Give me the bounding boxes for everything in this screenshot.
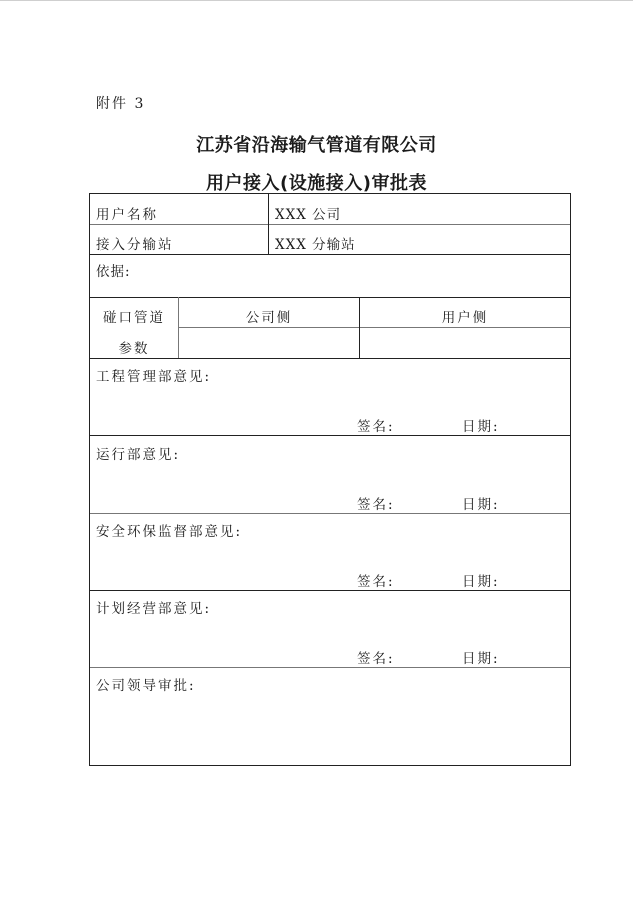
engineering-dept-sign-label: 签名: xyxy=(357,419,395,435)
company-side-value[interactable] xyxy=(179,328,359,358)
user-side-value[interactable] xyxy=(360,328,570,358)
company-title: 江苏省沿海输气管道有限公司 xyxy=(196,135,437,156)
attachment-label: 附件 3 xyxy=(96,96,146,112)
safety-env-dept-sign-label: 签名: xyxy=(357,574,395,590)
row-divider xyxy=(90,667,570,668)
pipe-params-label-line2: 参数 xyxy=(118,341,150,357)
engineering-dept-date-label: 日期: xyxy=(462,419,500,435)
row-divider xyxy=(90,590,570,591)
planning-dept-sign-label: 签名: xyxy=(357,651,395,667)
planning-dept-date-label: 日期: xyxy=(462,651,500,667)
row-divider xyxy=(90,513,570,514)
row-divider xyxy=(90,435,570,436)
safety-env-dept-opinion-label: 安全环保监督部意见: xyxy=(96,524,243,540)
row-divider xyxy=(90,358,570,359)
leader-approval-label: 公司领导审批: xyxy=(96,678,196,694)
column-divider xyxy=(268,194,269,254)
company-side-header: 公司侧 xyxy=(245,310,293,326)
safety-env-dept-date-label: 日期: xyxy=(462,574,500,590)
row-divider xyxy=(90,254,570,255)
approval-form-table xyxy=(89,193,571,766)
row-divider xyxy=(90,297,570,298)
form-title: 用户接入(设施接入)审批表 xyxy=(206,173,427,194)
operations-dept-date-label: 日期: xyxy=(462,497,500,513)
pipe-params-label-line1: 碰口管道 xyxy=(103,310,165,326)
planning-dept-opinion-label: 计划经营部意见: xyxy=(96,601,212,617)
access-station-value[interactable]: XXX 分输站 xyxy=(275,237,356,253)
operations-dept-sign-label: 签名: xyxy=(357,497,395,513)
access-station-label: 接入分输站 xyxy=(96,237,174,253)
basis-label: 依据: xyxy=(96,264,131,280)
operations-dept-opinion-label: 运行部意见: xyxy=(96,447,181,463)
user-name-value[interactable]: XXX 公司 xyxy=(275,207,342,223)
engineering-dept-opinion-label: 工程管理部意见: xyxy=(96,369,212,385)
user-side-header: 用户侧 xyxy=(441,310,489,326)
row-divider xyxy=(90,224,570,225)
user-name-label: 用户名称 xyxy=(96,207,158,223)
